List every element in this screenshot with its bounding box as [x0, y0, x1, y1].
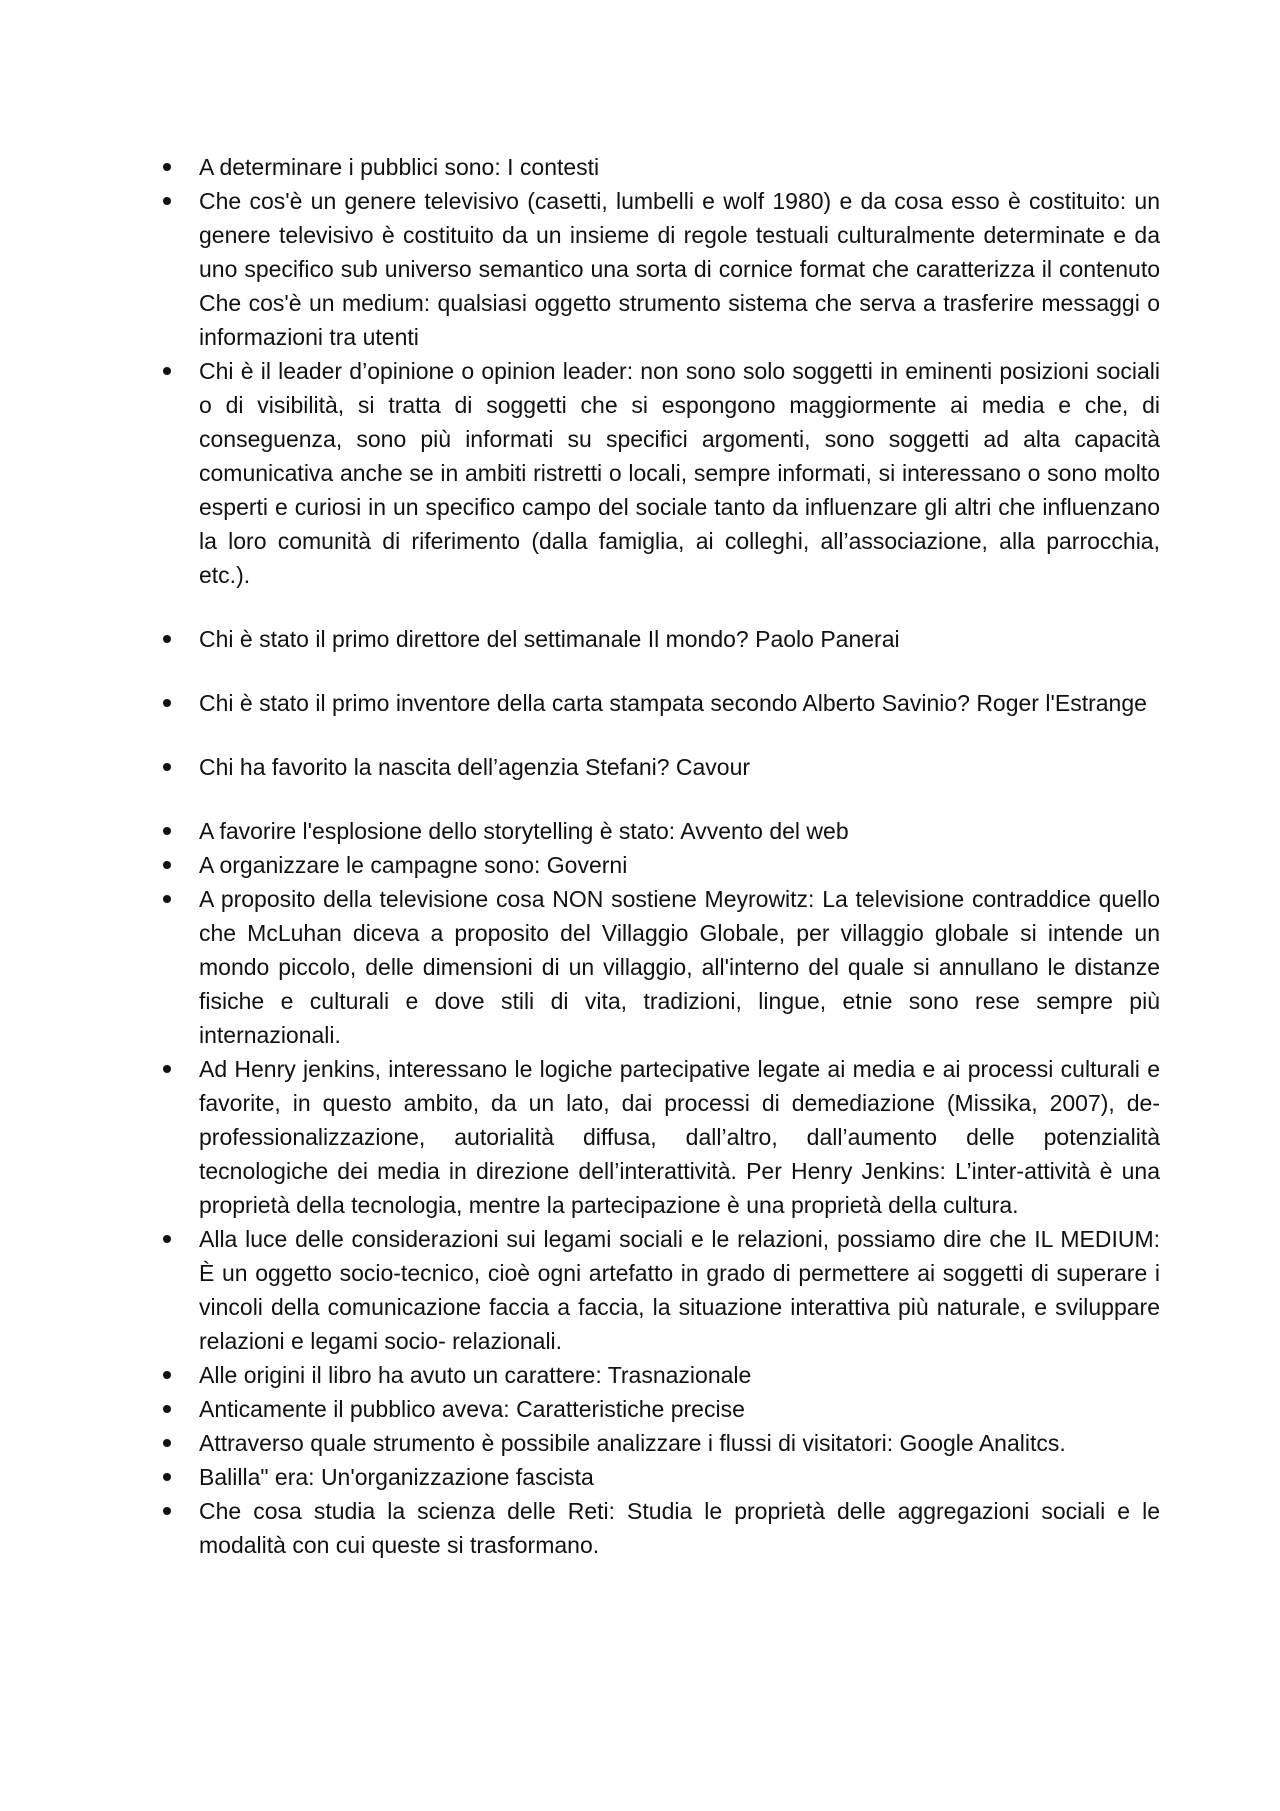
bullet-icon	[163, 1507, 171, 1515]
list-item	[159, 686, 1160, 720]
list-item-text: A organizzare le campagne sono: Governi	[199, 852, 628, 878]
list-item	[159, 1494, 1160, 1562]
list-item-text: A determinare i pubblici sono: I contesti	[199, 154, 600, 180]
list-item	[159, 1052, 1160, 1222]
bullet-icon	[163, 699, 171, 707]
bullet-icon	[163, 827, 171, 835]
bullet-list	[159, 150, 1160, 1562]
list-item	[159, 1392, 1160, 1426]
list-item-text: A proposito della televisione cosa NON sostiene Meyrowitz: La televisione contraddice quello che McLuhan diceva a proposito del Villaggio Globale, per villaggio globale si intende un mondo piccolo, delle dimensioni di un villaggio, all'interno del quale si annullano le distanze fisiche e culturali e dove stili di vita, tradizioni, lingue, etnie sono rese sempre più internazionali.	[199, 886, 1160, 1048]
list-item	[159, 354, 1160, 592]
list-item	[159, 622, 1160, 656]
bullet-icon	[163, 1439, 171, 1447]
bullet-icon	[163, 367, 171, 375]
list-item-text: Chi ha favorito la nascita dell’agenzia Stefani? Cavour	[199, 754, 751, 780]
list-item	[159, 1358, 1160, 1392]
list-item-text: A favorire l'esplosione dello storytelling è stato: Avvento del web	[199, 818, 849, 844]
bullet-icon	[163, 1405, 171, 1413]
bullet-icon	[163, 763, 171, 771]
list-item	[159, 1460, 1160, 1494]
list-item-text: Ad Henry jenkins, interessano le logiche partecipative legate ai media e ai processi culturali e favorite, in questo ambito, da un lato, dai processi di demediazione (Missika, 2007), de- professionalizzazione, autorialità diffusa, dall’altro, dall’aumento delle potenzialità tecnologiche dei media in direzione dell’interattività. Per Henry Jenkins: L’inter-attività è una proprietà della tecnologia, mentre la partecipazione è una proprietà della cultura.	[199, 1056, 1160, 1218]
list-item-text: Balilla" era: Un'organizzazione fascista	[199, 1464, 594, 1490]
bullet-icon	[163, 861, 171, 869]
list-item	[159, 750, 1160, 784]
list-item-text: Chi è stato il primo direttore del settimanale Il mondo? Paolo Panerai	[199, 626, 900, 652]
list-item	[159, 882, 1160, 1052]
bullet-icon	[163, 635, 171, 643]
list-item-text: Alle origini il libro ha avuto un carattere: Trasnazionale	[199, 1362, 752, 1388]
list-item-text: Alla luce delle considerazioni sui legami sociali e le relazioni, possiamo dire che IL MEDIUM: È un oggetto socio-tecnico, cioè ogni artefatto in grado di permettere ai soggetti di superare i vincoli della comunicazione faccia a faccia, la situazione interattiva più naturale, e sviluppare relazioni e legami socio- relazionali.	[199, 1226, 1160, 1354]
list-item	[159, 1222, 1160, 1358]
list-item-text: Chi è il leader d’opinione o opinion leader: non sono solo soggetti in eminenti posizioni sociali o di visibilità, si tratta di soggetti che si espongono maggiormente ai media e che, di conseguenza, sono più informati su specifici argomenti, sono soggetti ad alta capacità comunicativa anche se in ambiti ristretti o locali, sempre informati, si interessano o sono molto esperti e curiosi in un specifico campo del sociale tanto da influenzare gli altri che influenzano la loro comunità di riferimento (dalla famiglia, ai colleghi, all’associazione, alla parrocchia, etc.).	[199, 358, 1160, 588]
bullet-icon	[163, 163, 171, 171]
list-item	[159, 848, 1160, 882]
bullet-icon	[163, 197, 171, 205]
list-item-text: Anticamente il pubblico aveva: Caratteristiche precise	[199, 1396, 745, 1422]
list-item-text: Attraverso quale strumento è possibile analizzare i flussi di visitatori: Google Analitcs.	[199, 1430, 1066, 1456]
list-item	[159, 1426, 1160, 1460]
document-page	[159, 150, 1160, 1562]
bullet-icon	[163, 1235, 171, 1243]
list-item	[159, 814, 1160, 848]
list-item	[159, 150, 1160, 184]
bullet-icon	[163, 895, 171, 903]
bullet-icon	[163, 1473, 171, 1481]
list-item-text: Che cos'è un genere televisivo (casetti, lumbelli e wolf 1980) e da cosa esso è costituito: un genere televisivo è costituito da un insieme di regole testuali culturalmente determinate e da uno specifico sub universo semantico una sorta di cornice format che caratterizza il contenuto Che cos'è un medium: qualsiasi oggetto strumento sistema che serva a trasferire messaggi o informazioni tra utenti	[199, 188, 1160, 350]
bullet-icon	[163, 1371, 171, 1379]
list-item-text: Che cosa studia la scienza delle Reti: Studia le proprietà delle aggregazioni sociali e le modalità con cui queste si trasformano.	[199, 1498, 1160, 1558]
list-item-text: Chi è stato il primo inventore della carta stampata secondo Alberto Savinio? Roger l'Estrange	[199, 690, 1147, 716]
bullet-icon	[163, 1065, 171, 1073]
list-item	[159, 184, 1160, 354]
